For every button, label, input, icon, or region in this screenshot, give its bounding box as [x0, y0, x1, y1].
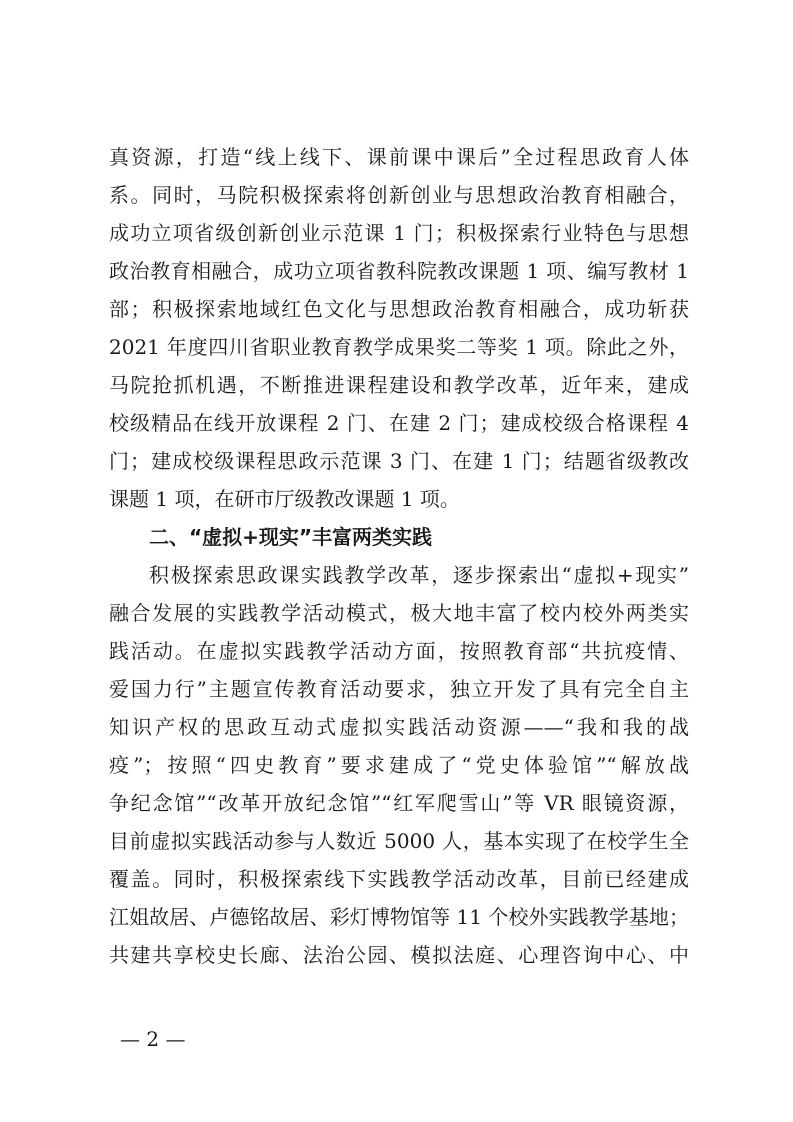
paragraph-line: 践活动。在虚拟实践教学活动方面，按照教育部“共抗疫情、	[109, 639, 689, 663]
paragraph-line: 政治教育相融合，成功立项省教科院教改课题 1 项、编写教材 1	[109, 259, 689, 283]
paragraph-line: 目前虚拟实践活动参与人数近 5000 人，基本实现了在校学生全	[109, 829, 689, 853]
paragraph-line: 部；积极探索地域红色文化与思想政治教育相融合，成功斩获	[109, 297, 689, 321]
section-heading: 二、“虚拟+现实”丰富两类实践	[149, 525, 433, 549]
paragraph-line: 课题 1 项，在研市厅级教改课题 1 项。	[109, 487, 460, 511]
paragraph-line: 覆盖。同时，积极探索线下实践教学活动改革，目前已经建成	[109, 867, 689, 891]
paragraph-line: 融合发展的实践教学活动模式，极大地丰富了校内校外两类实	[109, 601, 689, 625]
paragraph-line: 2021 年度四川省职业教育教学成果奖二等奖 1 项。除此之外，	[109, 335, 689, 359]
paragraph-line: 马院抢抓机遇，不断推进课程建设和教学改革，近年来，建成	[109, 373, 689, 397]
paragraph-line: 争纪念馆”“改革开放纪念馆”“红军爬雪山”等 VR 眼镜资源，	[109, 791, 689, 815]
paragraph-line: 积极探索思政课实践教学改革，逐步探索出“虚拟+现实”	[149, 563, 689, 587]
paragraph-line: 爱国力行”主题宣传教育活动要求，独立开发了具有完全自主	[109, 677, 689, 701]
page-number: — 2 —	[120, 1027, 186, 1051]
paragraph-line: 共建共享校史长廊、法治公园、模拟法庭、心理咨询中心、中	[109, 943, 689, 967]
paragraph-line: 真资源，打造“线上线下、课前课中课后”全过程思政育人体	[109, 145, 689, 169]
paragraph-line: 成功立项省级创新创业示范课 1 门；积极探索行业特色与思想	[109, 221, 689, 245]
paragraph-line: 知识产权的思政互动式虚拟实践活动资源——“我和我的战	[109, 715, 689, 739]
paragraph-line: 疫”；按照“四史教育”要求建成了“党史体验馆”“解放战	[109, 753, 689, 777]
paragraph-line: 江姐故居、卢德铭故居、彩灯博物馆等 11 个校外实践教学基地；	[109, 905, 689, 929]
paragraph-line: 系。同时，马院积极探索将创新创业与思想政治教育相融合，	[109, 183, 689, 207]
paragraph-line: 校级精品在线开放课程 2 门、在建 2 门；建成校级合格课程 4	[109, 411, 689, 435]
paragraph-line: 门；建成校级课程思政示范课 3 门、在建 1 门；结题省级教改	[109, 449, 689, 473]
